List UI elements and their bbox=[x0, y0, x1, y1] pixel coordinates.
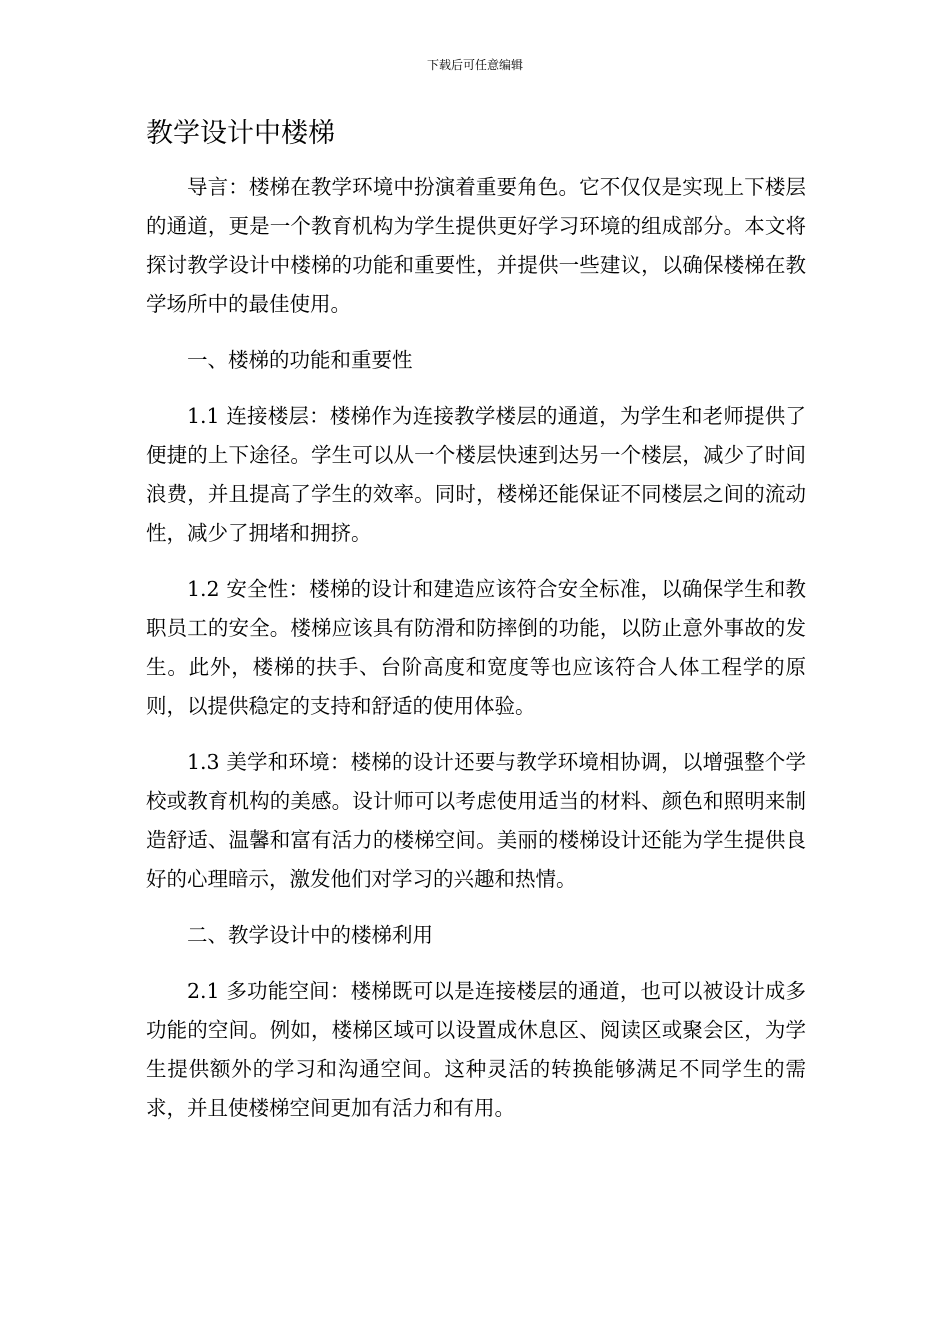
paragraph-1-1: 1.1 连接楼层：楼梯作为连接教学楼层的通道，为学生和老师提供了便捷的上下途径。学生可以从一个楼层快速到达另一个楼层，减少了时间浪费，并且提高了学生的效率。同时，楼梯还能保证不同楼层之间的流动性，减少了拥堵和拥挤。 bbox=[146, 404, 806, 545]
header-note: 下载后可任意编辑 bbox=[426, 58, 523, 72]
paragraph-2-1: 2.1 多功能空间：楼梯既可以是连接楼层的通道，也可以被设计成多功能的空间。例如，楼梯区域可以设置成休息区、阅读区或聚会区，为学生提供额外的学习和沟通空间。这种灵活的转换能够满足不同学生的需求，并且使楼梯空间更加有活力和有用。 bbox=[146, 979, 806, 1120]
section-heading-1: 一、楼梯的功能和重要性 bbox=[187, 348, 413, 372]
paragraph-1-2: 1.2 安全性：楼梯的设计和建造应该符合安全标准，以确保学生和教职员工的安全。楼梯应该具有防滑和防摔倒的功能，以防止意外事故的发生。此外，楼梯的扶手、台阶高度和宽度等也应该符合人体工程学的原则，以提供稳定的支持和舒适的使用体验。 bbox=[146, 577, 806, 718]
section-heading-2: 二、教学设计中的楼梯利用 bbox=[187, 923, 433, 947]
intro-paragraph: 导言：楼梯在教学环境中扮演着重要角色。它不仅仅是实现上下楼层的通道，更是一个教育机构为学生提供更好学习环境的组成部分。本文将探讨教学设计中楼梯的功能和重要性，并提供一些建议，以确保楼梯在教学场所中的最佳使用。 bbox=[146, 175, 806, 316]
document-title: 教学设计中楼梯 bbox=[146, 118, 335, 149]
paragraph-1-3: 1.3 美学和环境：楼梯的设计还要与教学环境相协调，以增强整个学校或教育机构的美感。设计师可以考虑使用适当的材料、颜色和照明来制造舒适、温馨和富有活力的楼梯空间。美丽的楼梯设计还能为学生提供良好的心理暗示，激发他们对学习的兴趣和热情。 bbox=[146, 750, 806, 891]
document-body bbox=[146, 168, 806, 1145]
